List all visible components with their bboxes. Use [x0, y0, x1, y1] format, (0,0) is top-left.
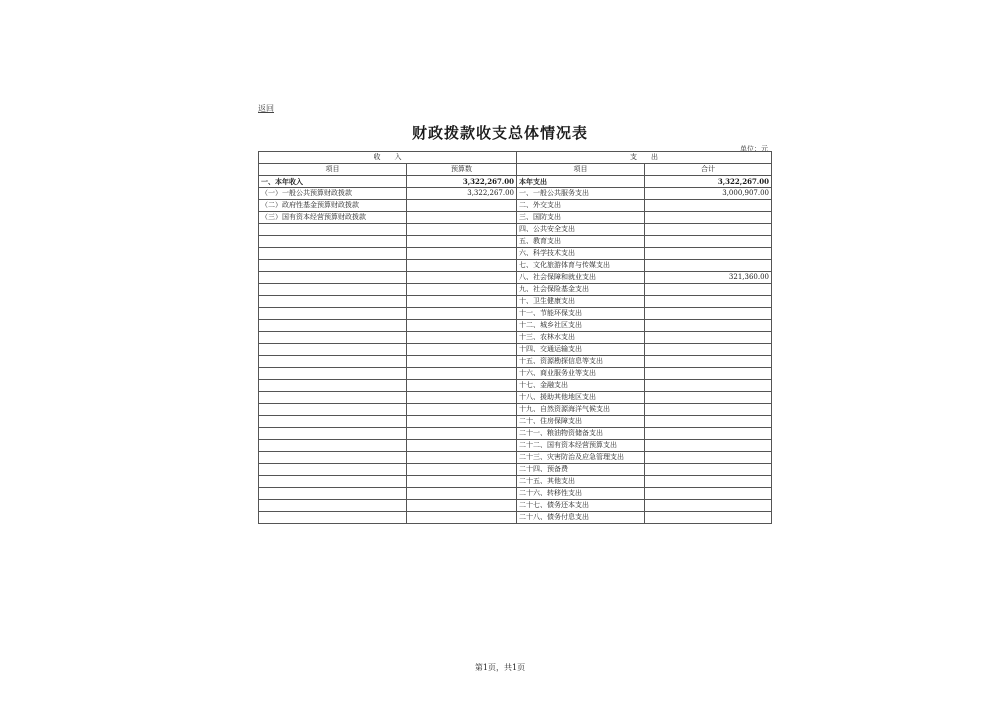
income-item-cell	[259, 236, 407, 248]
expense-value-cell: 321,360.00	[645, 272, 772, 284]
expense-value-cell	[645, 404, 772, 416]
table-row	[259, 392, 772, 404]
expense-item-cell: 七、文化旅游体育与传媒支出	[517, 260, 645, 272]
page-title: 财政拨款收支总体情况表	[411, 124, 588, 142]
income-value-cell	[407, 200, 517, 212]
income-value-cell	[407, 284, 517, 296]
income-value-cell	[407, 464, 517, 476]
table-row	[259, 224, 772, 236]
income-item-cell	[259, 320, 407, 332]
table-row	[259, 500, 772, 512]
table-row	[259, 452, 772, 464]
expense-value-cell	[645, 416, 772, 428]
expense-item-cell: 十五、资源勘探信息等支出	[517, 356, 645, 368]
expense-item-cell: 八、社会保障和就业支出	[517, 272, 645, 284]
table-row	[259, 260, 772, 272]
table-row	[259, 416, 772, 428]
income-value-cell	[407, 308, 517, 320]
expense-value-cell	[645, 464, 772, 476]
income-item-cell	[259, 416, 407, 428]
expense-value-cell	[645, 356, 772, 368]
expense-group-header: 支 出	[517, 152, 772, 164]
column-header-row	[259, 164, 772, 176]
income-item-cell: （三）国有资本经营预算财政拨款	[259, 212, 407, 224]
income-item-cell	[259, 368, 407, 380]
expense-value-cell	[645, 332, 772, 344]
expense-item-cell: 十二、城乡社区支出	[517, 320, 645, 332]
expense-value-cell	[645, 500, 772, 512]
income-budget-header: 预算数	[407, 164, 517, 176]
expense-item-cell: 二十一、粮油物资储备支出	[517, 428, 645, 440]
expense-item-cell: 十七、金融支出	[517, 380, 645, 392]
income-value-cell	[407, 248, 517, 260]
income-item-cell	[259, 224, 407, 236]
table-row	[259, 188, 772, 200]
expense-item-cell: 四、公共安全支出	[517, 224, 645, 236]
income-value-cell	[407, 296, 517, 308]
income-value-cell	[407, 476, 517, 488]
expense-item-cell: 九、社会保险基金支出	[517, 284, 645, 296]
expense-value-cell	[645, 512, 772, 524]
table-row	[259, 464, 772, 476]
income-item-cell	[259, 452, 407, 464]
table-row	[259, 404, 772, 416]
page-footer: 第1页，共1页	[474, 663, 526, 672]
table-row	[259, 512, 772, 524]
income-item-cell	[259, 332, 407, 344]
expense-item-cell: 二十五、其他支出	[517, 476, 645, 488]
expense-value-cell	[645, 284, 772, 296]
table-row	[259, 428, 772, 440]
table-row	[259, 440, 772, 452]
income-item-cell	[259, 512, 407, 524]
income-item-cell	[259, 404, 407, 416]
income-item-cell	[259, 380, 407, 392]
expense-item-cell: 十四、交通运输支出	[517, 344, 645, 356]
income-item-cell	[259, 500, 407, 512]
expense-item-cell: 二十二、国有资本经营预算支出	[517, 440, 645, 452]
table-row	[259, 212, 772, 224]
expense-value-cell	[645, 368, 772, 380]
expense-item-cell: 二、外交支出	[517, 200, 645, 212]
income-value-cell	[407, 320, 517, 332]
expense-item-cell: 二十八、债务付息支出	[517, 512, 645, 524]
income-value-cell	[407, 212, 517, 224]
expense-item-cell: 十九、自然资源海洋气候支出	[517, 404, 645, 416]
expense-item-cell: 十、卫生健康支出	[517, 296, 645, 308]
expense-value-cell	[645, 452, 772, 464]
income-item-cell	[259, 260, 407, 272]
expense-value-cell	[645, 308, 772, 320]
income-value-cell	[407, 452, 517, 464]
table-row	[259, 236, 772, 248]
expense-value-cell	[645, 212, 772, 224]
income-group-header: 收 入	[259, 152, 517, 164]
expense-total-header: 合计	[645, 164, 772, 176]
expense-item-header: 项目	[517, 164, 645, 176]
expense-value-cell	[645, 476, 772, 488]
income-item-cell	[259, 464, 407, 476]
table-row	[259, 344, 772, 356]
expense-value-cell	[645, 380, 772, 392]
income-value-cell	[407, 404, 517, 416]
income-item-cell	[259, 248, 407, 260]
expense-value-cell	[645, 200, 772, 212]
table-row	[259, 476, 772, 488]
income-value-cell	[407, 344, 517, 356]
income-value-cell	[407, 488, 517, 500]
income-value-cell	[407, 260, 517, 272]
table-row	[259, 488, 772, 500]
table-row	[259, 296, 772, 308]
unit-label: 单位：元	[740, 145, 768, 153]
table-row	[259, 248, 772, 260]
table-row	[259, 368, 772, 380]
income-value-cell	[407, 428, 517, 440]
expense-value-cell: 3,000,907.00	[645, 188, 772, 200]
income-item-cell	[259, 476, 407, 488]
expense-item-cell: 二十六、转移性支出	[517, 488, 645, 500]
income-item-cell	[259, 488, 407, 500]
expense-item-cell: 十三、农林水支出	[517, 332, 645, 344]
expense-item-cell: 三、国防支出	[517, 212, 645, 224]
expense-value-cell	[645, 260, 772, 272]
income-value-cell	[407, 224, 517, 236]
expense-item-cell: 二十四、预备费	[517, 464, 645, 476]
table-row	[259, 320, 772, 332]
income-value-cell	[407, 356, 517, 368]
income-item-header: 项目	[259, 164, 407, 176]
table-row	[259, 308, 772, 320]
income-item-cell	[259, 308, 407, 320]
expense-item-cell: 十六、商业服务业等支出	[517, 368, 645, 380]
income-value-cell	[407, 440, 517, 452]
income-value-cell	[407, 380, 517, 392]
income-item-cell	[259, 440, 407, 452]
expense-item-cell: 十八、援助其他地区支出	[517, 392, 645, 404]
expense-item-cell: 一、一般公共服务支出	[517, 188, 645, 200]
expense-item-cell: 六、科学技术支出	[517, 248, 645, 260]
expense-value-cell: 3,322,267.00	[645, 176, 772, 188]
income-value-cell	[407, 236, 517, 248]
table-row	[259, 356, 772, 368]
table-row	[259, 332, 772, 344]
expense-value-cell	[645, 296, 772, 308]
back-link[interactable]: 返回	[258, 104, 274, 113]
table-row	[259, 380, 772, 392]
table-row	[259, 272, 772, 284]
income-item-cell	[259, 392, 407, 404]
income-item-cell: （一）一般公共预算财政拨款	[259, 188, 407, 200]
income-value-cell	[407, 272, 517, 284]
expense-value-cell	[645, 428, 772, 440]
income-item-cell	[259, 296, 407, 308]
group-header-row	[259, 152, 772, 164]
expense-value-cell	[645, 248, 772, 260]
income-value-cell	[407, 332, 517, 344]
income-item-cell	[259, 428, 407, 440]
expense-item-cell: 二十七、债务还本支出	[517, 500, 645, 512]
income-item-cell	[259, 284, 407, 296]
expense-item-cell: 本年支出	[517, 176, 645, 188]
income-value-cell: 3,322,267.00	[407, 188, 517, 200]
expense-value-cell	[645, 440, 772, 452]
income-item-cell: 一、本年收入	[259, 176, 407, 188]
expense-value-cell	[645, 320, 772, 332]
income-value-cell	[407, 392, 517, 404]
expense-item-cell: 五、教育支出	[517, 236, 645, 248]
income-value-cell	[407, 512, 517, 524]
expense-value-cell	[645, 392, 772, 404]
income-value-cell	[407, 416, 517, 428]
expense-value-cell	[645, 236, 772, 248]
income-value-cell	[407, 500, 517, 512]
budget-table	[258, 151, 772, 524]
income-item-cell	[259, 272, 407, 284]
table-row	[259, 200, 772, 212]
expense-item-cell: 十一、节能环保支出	[517, 308, 645, 320]
income-item-cell	[259, 356, 407, 368]
table-row	[259, 284, 772, 296]
income-value-cell: 3,322,267.00	[407, 176, 517, 188]
expense-item-cell: 二十三、灾害防治及应急管理支出	[517, 452, 645, 464]
expense-item-cell: 二十、住房保障支出	[517, 416, 645, 428]
expense-value-cell	[645, 488, 772, 500]
income-item-cell	[259, 344, 407, 356]
income-item-cell: （二）政府性基金预算财政拨款	[259, 200, 407, 212]
expense-value-cell	[645, 344, 772, 356]
table-row	[259, 176, 772, 188]
expense-value-cell	[645, 224, 772, 236]
income-value-cell	[407, 368, 517, 380]
